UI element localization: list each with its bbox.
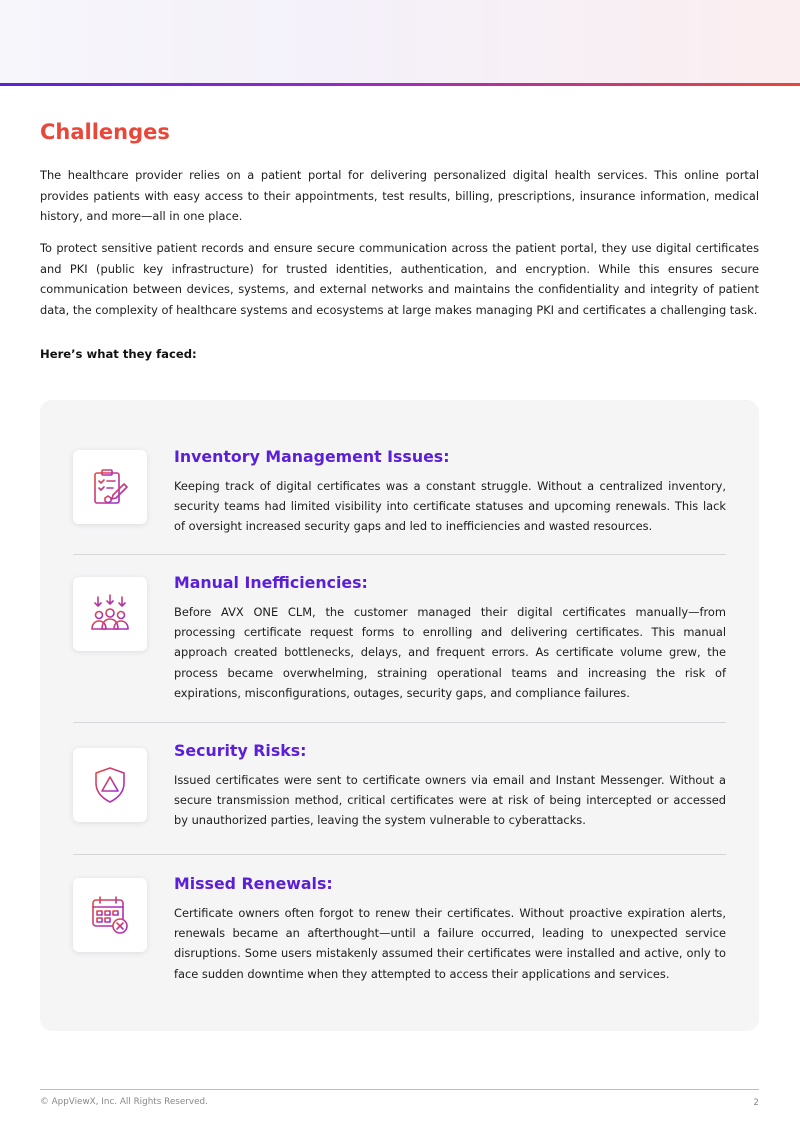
clipboard-pen-icon	[73, 450, 147, 524]
divider	[73, 722, 726, 723]
shield-warning-icon	[73, 748, 147, 822]
challenge-text: Issued certificates were sent to certificate owners via email and Instant Messenger. Without a secure transmission method, critical certificates were at risk of being intercepted or accessed by unauthorized parties, leaving the system vulnerable to cyberattacks.	[174, 773, 726, 828]
challenge-title: Manual Inefficiencies:	[174, 573, 368, 592]
challenge-text: Keeping track of digital certificates was a constant struggle. Without a centralized inventory, security teams had limited visibility into certificate statuses and upcoming renewals. This lack of oversight increased security gaps and led to inefficiencies and wasted resources.	[174, 479, 726, 534]
footer-copyright: © AppViewX, Inc. All Rights Reserved.	[40, 1097, 208, 1107]
divider	[73, 854, 726, 855]
challenge-text: Before AVX ONE CLM, the customer managed their digital certificates manually—from processing certificate request forms to enrolling and delivering certificates. This manual approach created bottlenecks, delays, and frequent errors. As certificate volume grew, the process became overwhelming, straining operational teams and increasing the risk of expirations, misconfigurations, outages, security gaps, and compliance failures.	[174, 605, 726, 700]
intro-paragraph: The healthcare provider relies on a patient portal for delivering personalized digital health services. This online portal provides patients with easy access to their appointments, test results, billing, prescriptions, insurance information, medical history, and more—all in one place.	[40, 168, 759, 223]
section-heading: Challenges	[40, 120, 170, 144]
header-gradient-rule	[0, 83, 800, 86]
page-number: 2	[753, 1098, 759, 1108]
footer-rule	[40, 1089, 759, 1090]
challenge-title: Inventory Management Issues:	[174, 447, 450, 466]
header-band	[0, 0, 800, 84]
challenge-text: Certificate owners often forgot to renew their certificates. Without proactive expiration alerts, renewals became an afterthought—until a failure occurred, leading to unexpected service disruptions. Some users mistakenly assumed their certificates were installed and active, only to face sudden downtime when they attempted to access their applications and services.	[174, 906, 726, 981]
divider	[73, 554, 726, 555]
challenges-subheading: Here’s what they faced:	[40, 347, 197, 361]
challenge-title: Security Risks:	[174, 741, 307, 760]
pki-paragraph: To protect sensitive patient records and ensure secure communication across the patient portal, they use digital certificates and PKI (public key infrastructure) for trusted identities, authentication, and encryption. While this ensures secure communication between devices, systems, and external networks and maintains the confidentiality and integrity of patient data, the complexity of healthcare systems and ecosystems at large makes managing PKI and certificates a challenging task.	[40, 241, 759, 317]
challenges-panel	[40, 400, 759, 1031]
calendar-cancel-icon	[73, 878, 147, 952]
team-arrows-icon	[73, 577, 147, 651]
challenge-title: Missed Renewals:	[174, 874, 333, 893]
